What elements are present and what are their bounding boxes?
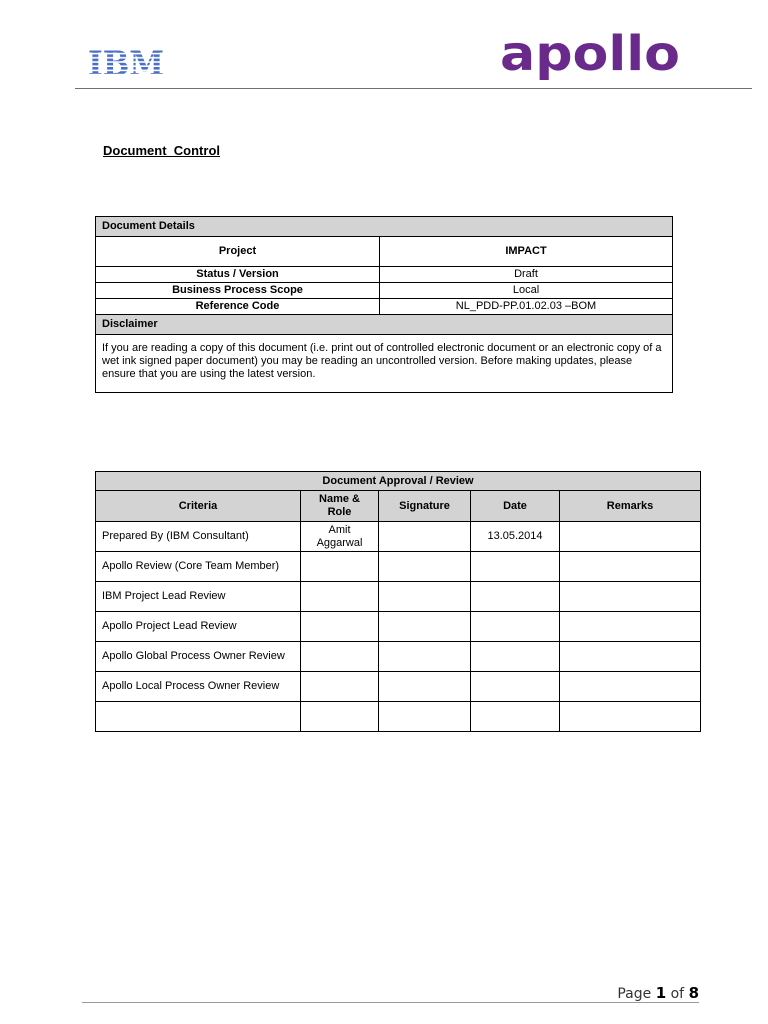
page-total: 8: [688, 984, 699, 1002]
name-role-cell: [301, 702, 379, 732]
signature-cell: [379, 582, 471, 612]
column-header-criteria: Criteria: [96, 491, 301, 522]
criteria-cell: Apollo Project Lead Review: [96, 612, 301, 642]
table-row: [96, 642, 701, 672]
remarks-cell: [560, 522, 701, 552]
signature-cell: [379, 642, 471, 672]
name-role-cell: [301, 612, 379, 642]
ibm-logo: [88, 46, 168, 78]
value-reference-code: NL_PDD-PP.01.02.03 –BOM: [380, 299, 673, 315]
apollo-logo-text: apollo: [500, 30, 680, 82]
criteria-cell: Apollo Global Process Owner Review: [96, 642, 301, 672]
table-row: [96, 672, 701, 702]
header-divider: [75, 88, 752, 89]
page-title: Document Control: [103, 143, 220, 158]
section-header-disclaimer: Disclaimer: [96, 315, 673, 335]
date-cell: [471, 702, 560, 732]
name-role-cell: Amit Aggarwal: [301, 522, 379, 552]
date-cell: 13.05.2014: [471, 522, 560, 552]
table-row: [96, 702, 701, 732]
criteria-cell: Apollo Local Process Owner Review: [96, 672, 301, 702]
label-reference-code: Reference Code: [96, 299, 380, 315]
apollo-logo: [500, 30, 684, 86]
document-details-table: [95, 216, 673, 393]
signature-cell: [379, 552, 471, 582]
signature-cell: [379, 612, 471, 642]
signature-cell: [379, 522, 471, 552]
label-status-version: Status / Version: [96, 267, 380, 283]
criteria-cell: Prepared By (IBM Consultant): [96, 522, 301, 552]
of-label: of: [670, 986, 685, 1002]
column-header-name-role: Name & Role: [301, 491, 379, 522]
table-row: [96, 612, 701, 642]
date-cell: [471, 582, 560, 612]
remarks-cell: [560, 702, 701, 732]
date-cell: [471, 672, 560, 702]
table-row: [96, 552, 701, 582]
name-role-cell: [301, 642, 379, 672]
criteria-cell: IBM Project Lead Review: [96, 582, 301, 612]
table-row: [96, 522, 701, 552]
label-project: Project: [96, 237, 380, 267]
criteria-cell: [96, 702, 301, 732]
ibm-logo-text: IBM: [88, 46, 164, 78]
remarks-cell: [560, 672, 701, 702]
footer-divider: [82, 1002, 699, 1003]
column-header-signature: Signature: [379, 491, 471, 522]
remarks-cell: [560, 552, 701, 582]
approval-table-title: Document Approval / Review: [96, 472, 701, 491]
date-cell: [471, 552, 560, 582]
date-cell: [471, 642, 560, 672]
label-business-process-scope: Business Process Scope: [96, 283, 380, 299]
section-header-document-details: Document Details: [96, 217, 673, 237]
name-role-cell: [301, 672, 379, 702]
name-role-cell: [301, 582, 379, 612]
value-business-process-scope: Local: [380, 283, 673, 299]
signature-cell: [379, 702, 471, 732]
disclaimer-text: If you are reading a copy of this document (i.e. print out of controlled electronic document or an electronic copy of a wet ink signed paper document) you may be reading an uncontrolled version. Before making updates, please ensure that you are using the latest version.: [96, 335, 673, 393]
criteria-cell: Apollo Review (Core Team Member): [96, 552, 301, 582]
signature-cell: [379, 672, 471, 702]
document-approval-table: [95, 471, 701, 732]
column-header-date: Date: [471, 491, 560, 522]
page-current: 1: [655, 984, 667, 1002]
table-row: [96, 582, 701, 612]
remarks-cell: [560, 612, 701, 642]
column-header-remarks: Remarks: [560, 491, 701, 522]
page-label: Page: [617, 986, 652, 1002]
value-status-version: Draft: [380, 267, 673, 283]
value-project: IMPACT: [380, 237, 673, 267]
date-cell: [471, 612, 560, 642]
name-role-cell: [301, 552, 379, 582]
page-number: [617, 984, 699, 1002]
remarks-cell: [560, 642, 701, 672]
remarks-cell: [560, 582, 701, 612]
